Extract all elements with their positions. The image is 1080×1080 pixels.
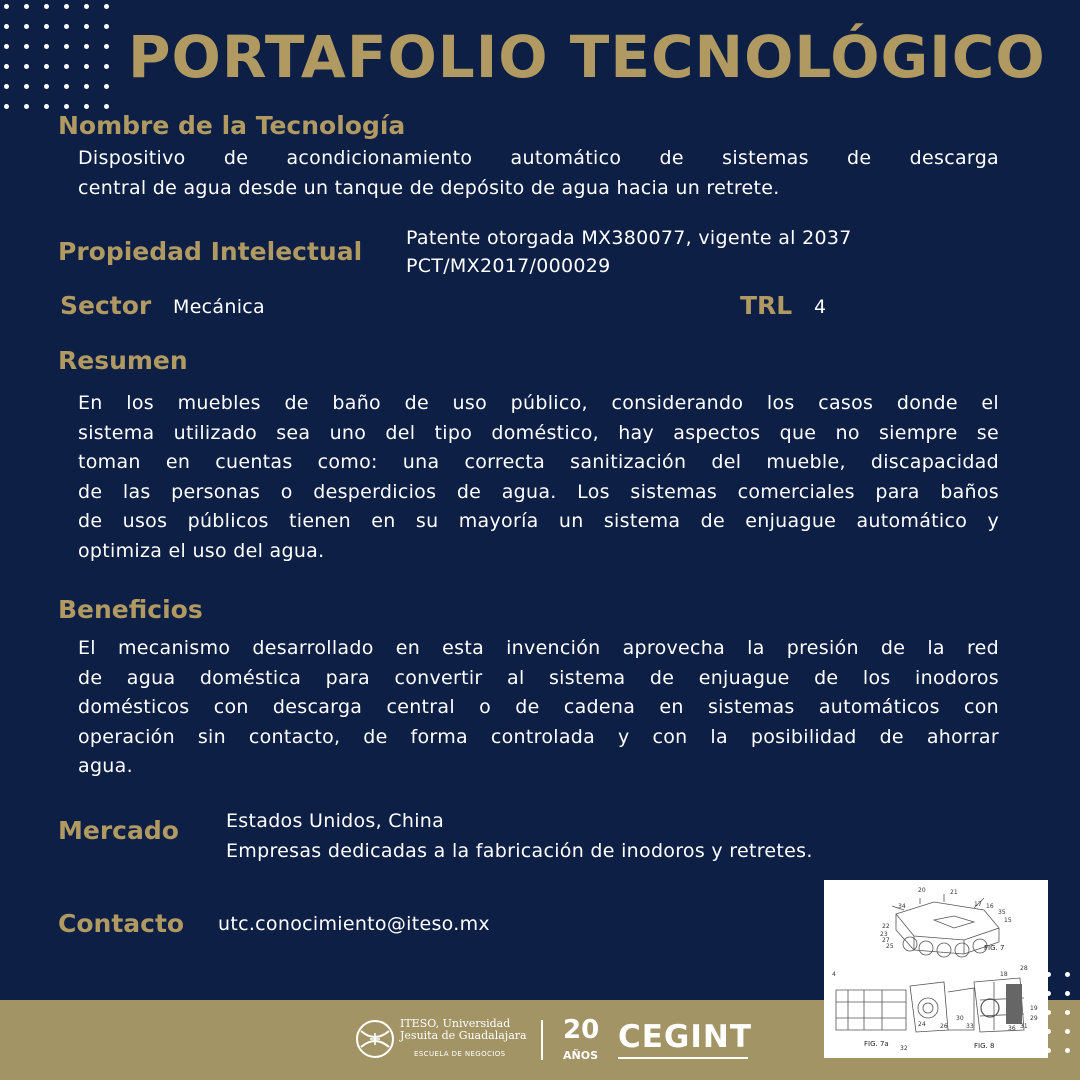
dot xyxy=(84,84,89,89)
part-number: 22 xyxy=(882,923,890,930)
part-number: 4 xyxy=(832,971,836,978)
dot xyxy=(1065,1010,1070,1015)
market-line: Empresas dedicadas a la fabricación de inodoros y retretes. xyxy=(226,839,813,862)
summary-line: sistema utilizado sea uno del tipo doméstico, hay aspectos que no siempre se xyxy=(78,421,999,444)
sector-label: Sector xyxy=(60,291,152,320)
part-number: 31 xyxy=(1020,1023,1028,1030)
dot xyxy=(24,24,29,29)
part-number: 30 xyxy=(956,1015,964,1022)
tech-name-line: central de agua desde un tanque de depósito de agua hacia un retrete. xyxy=(78,176,780,199)
dot xyxy=(4,104,9,109)
dot xyxy=(104,84,109,89)
dot xyxy=(4,64,9,69)
part-number: 16 xyxy=(986,903,994,910)
trl-value: 4 xyxy=(814,296,827,318)
part-number: 32 xyxy=(900,1045,908,1052)
part-number: 18 xyxy=(1000,971,1008,978)
dot xyxy=(1065,1048,1070,1053)
dot xyxy=(1065,1029,1070,1034)
dot xyxy=(24,84,29,89)
benefits-line: de agua doméstica para convertir al sistema de enjuague de los inodoros xyxy=(78,666,999,689)
dot xyxy=(24,44,29,49)
iteso-name-line: ITESO, Universidad xyxy=(400,1017,511,1030)
summary-text xyxy=(78,389,999,566)
figure-label: FIG. 7a xyxy=(864,1040,889,1048)
part-number: 15 xyxy=(1004,917,1012,924)
dot xyxy=(84,64,89,69)
benefits-text xyxy=(78,634,999,782)
dot xyxy=(44,64,49,69)
summary-line: de las personas o desperdicios de agua. Los sistemas comerciales para baños xyxy=(78,480,999,503)
anniversary-label: AÑOS xyxy=(563,1049,598,1062)
benefits-line: agua. xyxy=(78,755,133,777)
patent-drawing xyxy=(824,880,1048,1058)
cegint-logo: CEGINT xyxy=(618,1019,752,1055)
dot xyxy=(64,4,69,9)
part-number: 29 xyxy=(1030,1015,1038,1022)
dot xyxy=(64,104,69,109)
iteso-name-line: Jesuita de Guadalajara xyxy=(400,1029,527,1042)
dot xyxy=(64,24,69,29)
summary-line: toman en cuentas como: una correcta sanitización del mueble, discapacidad xyxy=(78,451,999,473)
iteso-emblem-icon xyxy=(355,1019,395,1059)
sector-value: Mecánica xyxy=(173,296,265,318)
benefits-line: El mecanismo desarrollado en esta invención aprovecha la presión de la red xyxy=(78,637,999,659)
benefits-line: operación sin contacto, de forma controlada y con la posibilidad de ahorrar xyxy=(78,725,999,748)
part-number: 23 xyxy=(880,931,888,938)
dot xyxy=(64,64,69,69)
decorative-dot-grid xyxy=(4,4,109,109)
part-number: 21 xyxy=(950,889,958,896)
market-line: Estados Unidos, China xyxy=(226,810,445,832)
part-number: 34 xyxy=(898,903,906,910)
dot xyxy=(4,4,9,9)
market-label: Mercado xyxy=(58,816,179,845)
ip-text xyxy=(406,224,852,280)
part-number: 33 xyxy=(966,1023,974,1030)
dot xyxy=(24,104,29,109)
contact-email[interactable]: utc.conocimiento@iteso.mx xyxy=(218,913,490,935)
dot xyxy=(84,104,89,109)
summary-line: En los muebles de baño de uso público, considerando los casos donde el xyxy=(78,392,999,414)
ip-line: Patente otorgada MX380077, vigente al 2037 xyxy=(406,227,852,249)
dot xyxy=(4,24,9,29)
part-number: 26 xyxy=(940,1023,948,1030)
iteso-school: ESCUELA DE NEGOCIOS xyxy=(414,1050,506,1058)
dot xyxy=(44,24,49,29)
dot xyxy=(64,44,69,49)
anniversary-number: 20 xyxy=(563,1015,600,1045)
dot xyxy=(84,4,89,9)
part-number: 20 xyxy=(918,887,926,894)
dot xyxy=(1065,972,1070,977)
figure-label: FIG. 7 xyxy=(984,944,1005,952)
summary-label: Resumen xyxy=(58,346,188,375)
summary-line: de usos públicos tienen en su mayoría un sistema de enjuague automático y xyxy=(78,510,999,532)
part-number: 35 xyxy=(998,909,1006,916)
part-number: 28 xyxy=(1020,965,1028,972)
dot xyxy=(104,104,109,109)
ip-label: Propiedad Intelectual xyxy=(58,237,363,266)
dot xyxy=(44,84,49,89)
dot xyxy=(44,44,49,49)
dot xyxy=(104,4,109,9)
market-text xyxy=(226,807,813,866)
part-number: 27 xyxy=(882,937,890,944)
dot xyxy=(24,64,29,69)
contact-label: Contacto xyxy=(58,909,185,938)
part-number: 36 xyxy=(1008,1025,1016,1032)
dot xyxy=(84,44,89,49)
part-number: 25 xyxy=(886,943,894,950)
figure-label: FIG. 8 xyxy=(974,1042,995,1050)
patent-drawing-svg xyxy=(824,880,1048,1058)
dot xyxy=(1065,991,1070,996)
ip-line: PCT/MX2017/000029 xyxy=(406,255,611,277)
part-number: 17 xyxy=(974,901,982,908)
tech-name-text xyxy=(78,144,999,203)
part-number: 19 xyxy=(1030,1005,1038,1012)
summary-line: optimiza el uso del agua. xyxy=(78,539,325,562)
dot xyxy=(44,104,49,109)
footer-divider xyxy=(541,1020,543,1060)
dot xyxy=(104,64,109,69)
dot xyxy=(4,84,9,89)
page-title: PORTAFOLIO TECNOLÓGICO xyxy=(128,23,1046,91)
dot xyxy=(4,44,9,49)
tech-name-line: Dispositivo de acondicionamiento automático de sistemas de descarga xyxy=(78,147,999,169)
dot xyxy=(64,84,69,89)
tech-name-label: Nombre de la Tecnología xyxy=(58,111,406,140)
iteso-name xyxy=(400,1018,527,1042)
dot xyxy=(44,4,49,9)
benefits-label: Beneficios xyxy=(58,595,203,624)
dot xyxy=(104,24,109,29)
part-number: 24 xyxy=(918,1021,926,1028)
dot xyxy=(84,24,89,29)
dot xyxy=(104,44,109,49)
dot xyxy=(24,4,29,9)
cegint-underline xyxy=(618,1057,748,1059)
trl-label: TRL xyxy=(740,291,793,320)
benefits-line: domésticos con descarga central o de cadena en sistemas automáticos con xyxy=(78,696,999,718)
